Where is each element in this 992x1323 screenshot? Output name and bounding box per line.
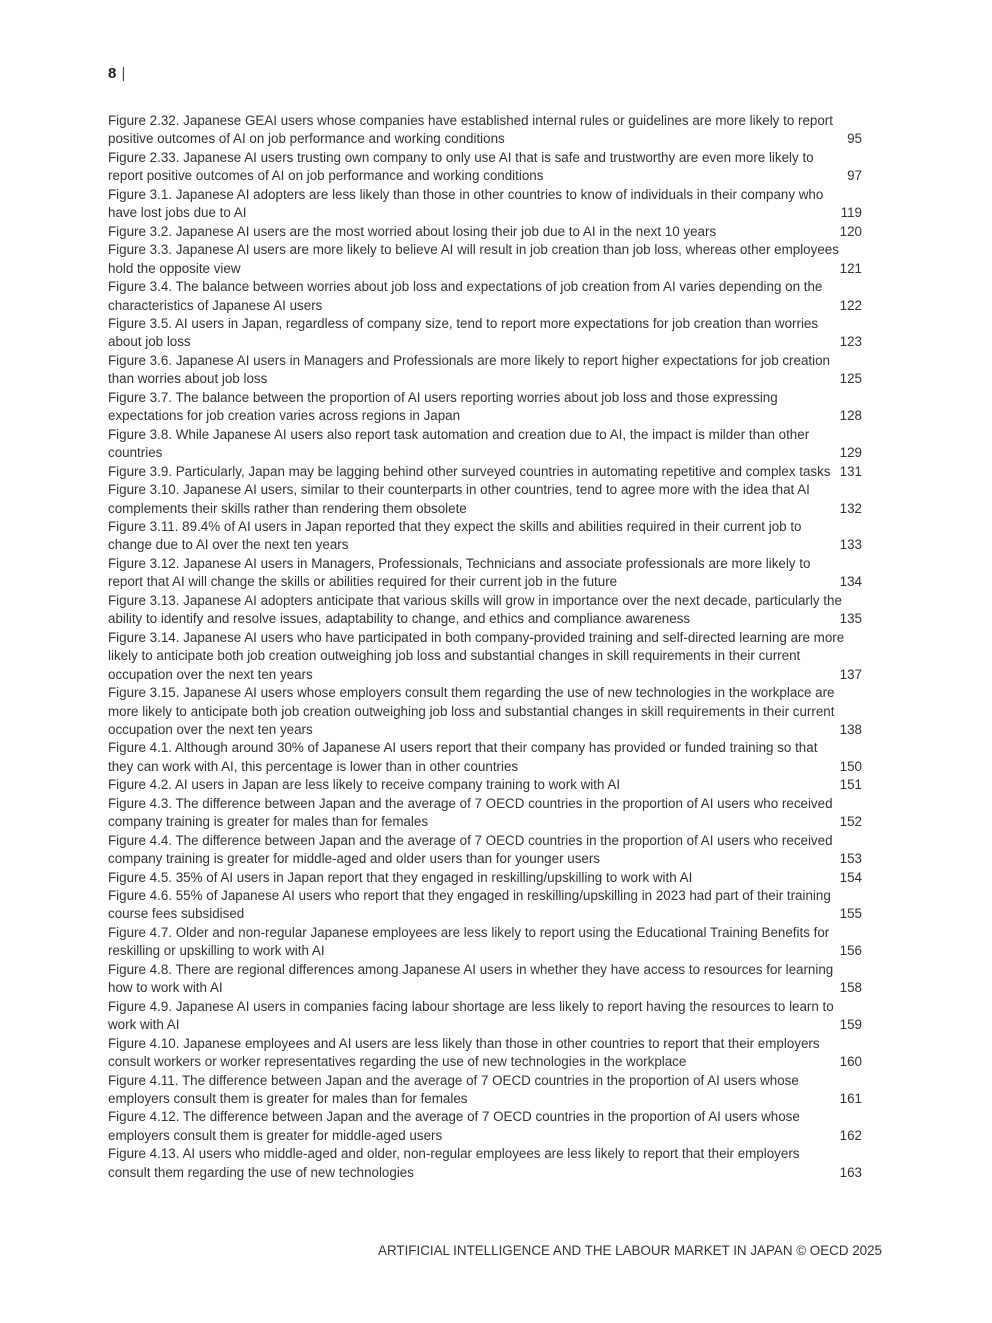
figure-entry — [108, 1072, 862, 1109]
figure-entry — [108, 832, 862, 869]
figure-entry — [108, 924, 862, 961]
figure-entry — [108, 998, 862, 1035]
figure-page-number: 158 — [839, 980, 862, 996]
page-footer: ARTIFICIAL INTELLIGENCE AND THE LABOUR MARKET IN JAPAN © OECD 2025 — [378, 1243, 882, 1258]
figure-page-number: 120 — [839, 223, 862, 239]
figure-title: Figure 3.7. The balance between the proportion of AI users reporting worries about job loss and those expressing expectations for job creation varies across regions in Japan — [108, 389, 778, 424]
figure-entry — [108, 426, 862, 463]
figure-page-number: 133 — [839, 537, 862, 553]
figure-title: Figure 3.5. AI users in Japan, regardless of company size, tend to report more expectations for job creation than worries about job loss — [108, 315, 819, 350]
figure-title: Figure 3.15. Japanese AI users whose employers consult them regarding the use of new technologies in the workplace are more likely to anticipate both job creation outweighing job loss and substantial changes in skill requirements in their current occupation over the next ten years — [108, 685, 835, 737]
figure-title: Figure 4.9. Japanese AI users in companies facing labour shortage are less likely to report having the resources to learn to work with AI — [108, 998, 834, 1033]
figure-title: Figure 3.12. Japanese AI users in Managers, Professionals, Technicians and associate professionals are more likely to report that AI will change the skills or abilities required for their current job in the future — [108, 555, 811, 590]
figure-title: Figure 2.32. Japanese GEAI users whose companies have established internal rules or guidelines are more likely to report positive outcomes of AI on job performance and working conditions — [108, 113, 833, 147]
figure-entry — [108, 629, 862, 684]
figure-title: Figure 4.10. Japanese employees and AI users are less likely than those in other countries to report that their employers consult workers or worker representatives regarding the use of new technologies in the workplace — [108, 1035, 820, 1070]
figure-entry — [108, 112, 862, 149]
figure-title: Figure 4.3. The difference between Japan and the average of 7 OECD countries in the proportion of AI users who received company training is greater for males than for females — [108, 795, 833, 830]
figure-page-number: 162 — [839, 1127, 862, 1143]
figure-entry — [108, 315, 862, 352]
figure-page-number: 123 — [839, 334, 862, 350]
figure-page-number: 152 — [839, 814, 862, 830]
page-header — [108, 65, 125, 82]
figure-page-number: 159 — [839, 1017, 862, 1033]
figure-page-number: 129 — [839, 445, 862, 461]
figure-title: Figure 4.13. AI users who middle-aged and older, non-regular employees are less likely to report that their employers consult them regarding the use of new technologies — [108, 1146, 800, 1180]
figure-title: Figure 3.13. Japanese AI adopters anticipate that various skills will grow in importance over the next decade, particularly the ability to identify and resolve issues, adaptability to change, and ethics and compliance awareness — [108, 592, 842, 627]
figure-entry — [108, 241, 862, 278]
figure-entry — [108, 352, 862, 389]
figure-page-number: 138 — [839, 721, 862, 737]
figure-entry — [108, 223, 862, 241]
figure-page-number: 161 — [839, 1091, 862, 1107]
figure-title: Figure 4.2. AI users in Japan are less likely to receive company training to work with AI — [108, 777, 621, 793]
figure-page-number: 125 — [839, 371, 862, 387]
figure-page-number: 131 — [839, 463, 862, 479]
figure-title: Figure 3.6. Japanese AI users in Managers and Professionals are more likely to report higher expectations for job creation than worries about job loss — [108, 352, 830, 387]
figure-entry — [108, 278, 862, 315]
figure-title: Figure 3.3. Japanese AI users are more likely to believe AI will result in job creation than job loss, whereas other employees hold the opposite view — [108, 242, 839, 276]
figure-page-number: 95 — [847, 131, 862, 147]
figure-entry — [108, 481, 862, 518]
figure-title: Figure 3.11. 89.4% of AI users in Japan reported that they expect the skills and abilities required in their current job to change due to AI over the next ten years — [108, 518, 802, 553]
figure-page-number: 155 — [839, 906, 862, 922]
figure-title: Figure 3.4. The balance between worries about job loss and expectations of job creation from AI varies depending on the characteristics of Japanese AI users — [108, 279, 823, 313]
figure-title: Figure 4.7. Older and non-regular Japanese employees are less likely to report using the Educational Training Benefits for reskilling or upskilling to work with AI — [108, 924, 830, 959]
figure-page-number: 151 — [839, 777, 862, 793]
figure-entry — [108, 463, 862, 481]
figure-title: Figure 4.4. The difference between Japan and the average of 7 OECD countries in the proportion of AI users who received company training is greater for middle-aged and older users than for younger users — [108, 832, 833, 867]
figure-entry — [108, 555, 862, 592]
figure-title: Figure 4.5. 35% of AI users in Japan report that they engaged in reskilling/upskilling to work with AI — [108, 869, 693, 885]
figure-entry — [108, 592, 862, 629]
figure-entry — [108, 684, 862, 739]
figure-entry — [108, 887, 862, 924]
figure-entry — [108, 1035, 862, 1072]
figure-entry — [108, 389, 862, 426]
figure-title: Figure 4.8. There are regional differences among Japanese AI users in whether they have access to resources for learning how to work with AI — [108, 961, 834, 996]
figure-page-number: 153 — [839, 851, 862, 867]
figure-page-number: 122 — [839, 297, 862, 313]
figure-page-number: 132 — [839, 500, 862, 516]
figure-entry — [108, 149, 862, 186]
figure-title: Figure 2.33. Japanese AI users trusting own company to only use AI that is safe and trustworthy are even more likely to report positive outcomes of AI on job performance and working conditions — [108, 149, 814, 184]
list-of-figures — [108, 112, 862, 1182]
figure-entry — [108, 518, 862, 555]
figure-entry — [108, 739, 862, 776]
figure-entry — [108, 186, 862, 223]
figure-title: Figure 3.8. While Japanese AI users also report task automation and creation due to AI, the impact is milder than other countries — [108, 426, 810, 461]
figure-page-number: 128 — [839, 408, 862, 424]
figure-title: Figure 4.12. The difference between Japan and the average of 7 OECD countries in the proportion of AI users whose employers consult them is greater for middle-aged users — [108, 1109, 800, 1143]
page-number-label: 8 — [108, 65, 117, 82]
figure-entry — [108, 776, 862, 794]
figure-page-number: 134 — [839, 574, 862, 590]
figure-page-number: 156 — [839, 943, 862, 959]
figure-page-number: 154 — [839, 869, 862, 885]
figure-entry — [108, 869, 862, 887]
figure-page-number: 121 — [839, 260, 862, 276]
figure-title: Figure 3.2. Japanese AI users are the most worried about losing their job due to AI in the next 10 years — [108, 223, 717, 239]
figure-entry — [108, 1108, 862, 1145]
figure-page-number: 137 — [839, 666, 862, 682]
figure-title: Figure 3.1. Japanese AI adopters are less likely than those in other countries to know of individuals in their company who have lost jobs due to AI — [108, 186, 824, 221]
figure-title: Figure 4.1. Although around 30% of Japanese AI users report that their company has provided or funded training so that they can work with AI, this percentage is lower than in other countries — [108, 740, 818, 774]
figure-page-number: 163 — [839, 1164, 862, 1180]
figure-page-number: 97 — [847, 168, 862, 184]
figure-entry — [108, 795, 862, 832]
figure-title: Figure 3.10. Japanese AI users, similar to their counterparts in other countries, tend to agree more with the idea that AI complements their skills rather than rendering them obsolete — [108, 482, 810, 516]
header-separator: | — [121, 65, 126, 82]
figure-title: Figure 3.9. Particularly, Japan may be lagging behind other surveyed countries in automating repetitive and complex tasks — [108, 463, 831, 479]
figure-page-number: 135 — [839, 611, 862, 627]
figure-title: Figure 4.6. 55% of Japanese AI users who report that they engaged in reskilling/upskilling in 2023 had part of their training course fees subsidised — [108, 888, 831, 922]
figure-title: Figure 4.11. The difference between Japan and the average of 7 OECD countries in the proportion of AI users whose employers consult them is greater for males than for females — [108, 1072, 799, 1107]
figure-page-number: 150 — [839, 758, 862, 774]
figure-entry — [108, 1145, 862, 1182]
figure-title: Figure 3.14. Japanese AI users who have participated in both company-provided training and self-directed learning are more likely to anticipate both job creation outweighing job loss and substantial changes in skill requirements in their current occupation over the next ten years — [108, 629, 845, 682]
figure-page-number: 119 — [840, 205, 862, 221]
figure-entry — [108, 961, 862, 998]
figure-page-number: 160 — [839, 1054, 862, 1070]
